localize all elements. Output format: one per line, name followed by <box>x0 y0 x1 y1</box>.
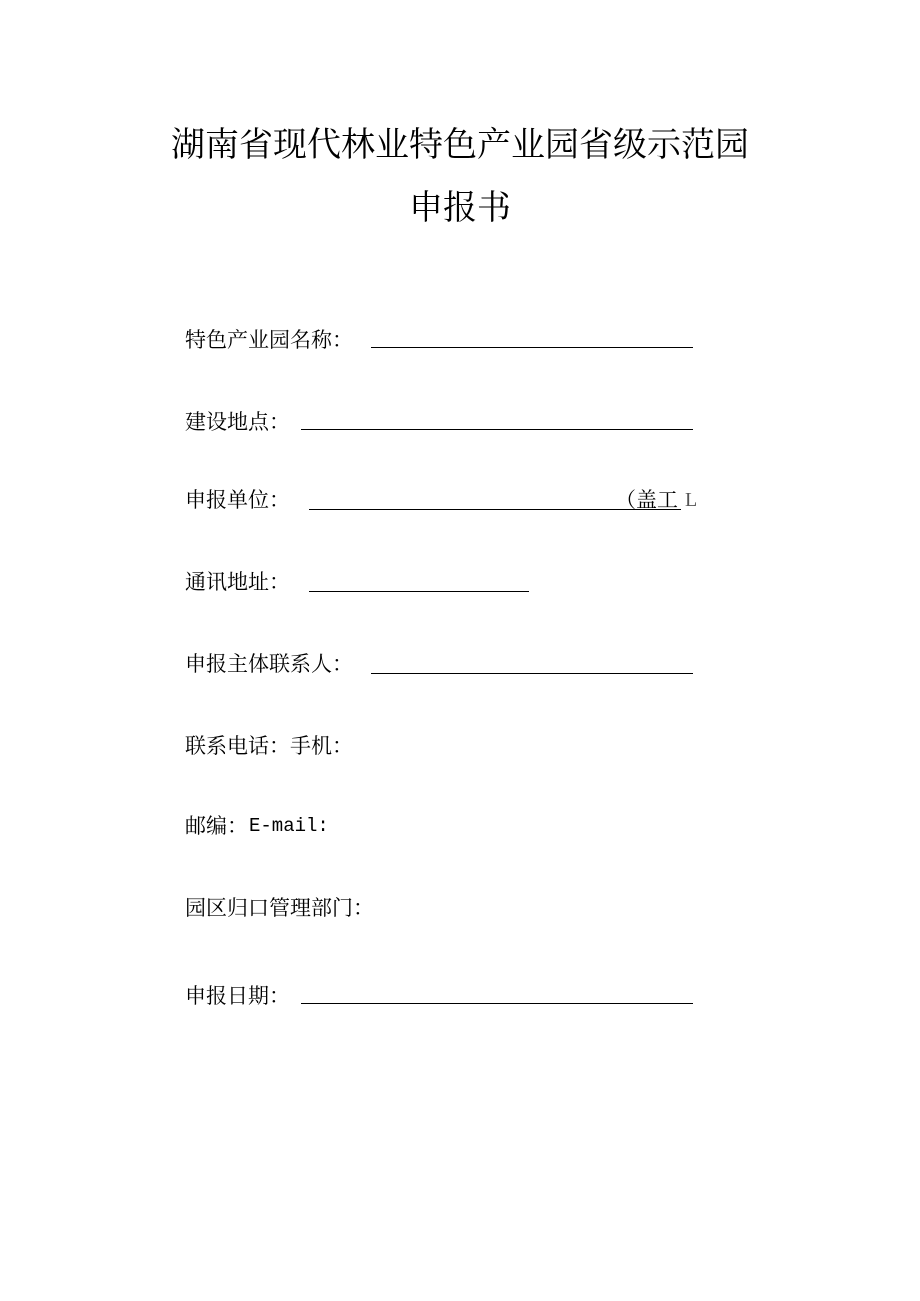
seal-note: （盖工 <box>615 488 678 512</box>
field-contact-person <box>185 649 695 679</box>
department-label: 园区归口管理部门： <box>185 896 374 920</box>
applicant-underline <box>309 509 613 510</box>
park-name-label: 特色产业园名称： <box>185 328 353 352</box>
seal-mark: L <box>685 489 698 511</box>
field-department <box>185 893 485 923</box>
field-phone <box>185 731 485 761</box>
address-underline <box>309 591 529 592</box>
field-date <box>185 981 695 1011</box>
contact-person-label: 申报主体联系人： <box>185 652 353 676</box>
date-label: 申报日期： <box>185 984 290 1008</box>
field-address <box>185 567 545 597</box>
location-underline <box>301 429 693 430</box>
field-park-name <box>185 325 695 355</box>
postcode-label: 邮编： <box>185 814 248 838</box>
seal-underline <box>613 509 681 510</box>
address-label: 通讯地址： <box>185 570 290 594</box>
applicant-label: 申报单位： <box>185 488 290 512</box>
document-title: 湖南省现代林业特色产业园省级示范园 <box>171 125 749 165</box>
date-underline <box>301 1003 693 1004</box>
location-label: 建设地点： <box>185 410 290 434</box>
phone-label: 联系电话：手机： <box>185 734 353 758</box>
document-subtitle: 申报书 <box>409 188 511 228</box>
field-applicant <box>185 485 705 515</box>
field-location <box>185 407 695 437</box>
contact-person-underline <box>371 673 693 674</box>
email-label: E-mail: <box>249 815 329 837</box>
park-name-underline <box>371 347 693 348</box>
field-postcode <box>185 811 485 841</box>
